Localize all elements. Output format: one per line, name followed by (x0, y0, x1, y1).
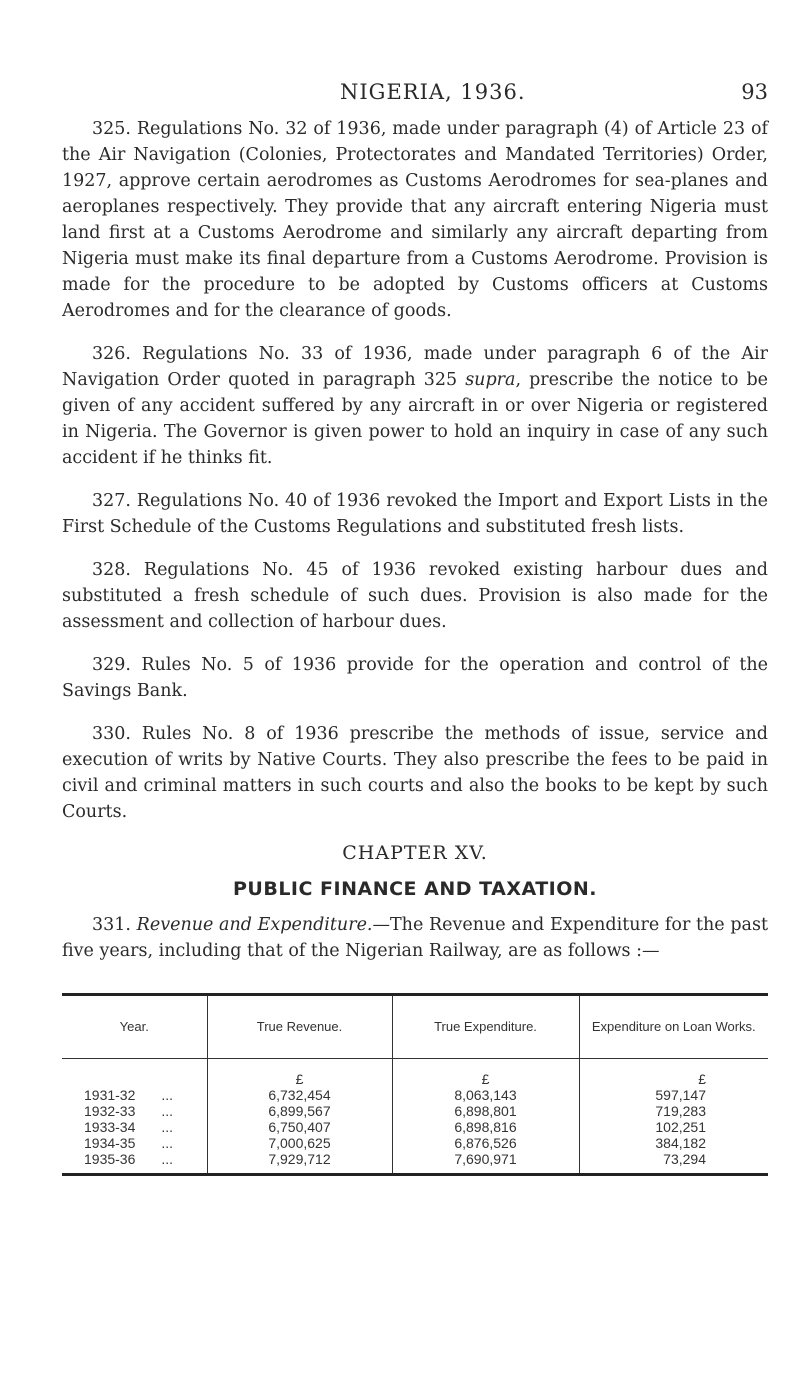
revenue-cell: 6,899,567 (207, 1103, 392, 1119)
paragraph-328: 328. Regulations No. 45 of 1936 revoked existing harbour dues and substituted a fresh schedule of such dues. Provision is also made for the assessment and collection of harbour dues. (62, 560, 768, 632)
page-body (62, 116, 768, 981)
table-row (62, 1103, 768, 1119)
table-row (62, 1151, 768, 1175)
revenue-expenditure-table (62, 993, 768, 1176)
loan-works-cell: 719,283 (579, 1103, 768, 1119)
section-title: PUBLIC FINANCE AND TAXATION. (232, 878, 598, 900)
unit-symbol: £ (392, 1059, 579, 1088)
header-true-expenditure: True Expenditure. (392, 995, 579, 1059)
year-cell: 1934-35 ... (84, 1135, 174, 1151)
expenditure-cell: 8,063,143 (392, 1087, 579, 1103)
paragraph-331 (62, 912, 768, 964)
unit-symbol: £ (207, 1059, 392, 1088)
expenditure-cell: 6,876,526 (392, 1135, 579, 1151)
paragraph-330: 330. Rules No. 8 of 1936 prescribe the methods of issue, service and execution of writs by Native Courts. They also prescribe the fees to be paid in civil and criminal matters in such courts and also the books to be kept by such Courts. (62, 724, 768, 822)
header-loan-works: Expenditure on Loan Works. (579, 995, 768, 1059)
running-head: NIGERIA, 1936. (340, 80, 526, 104)
page-number: 93 (741, 80, 768, 104)
expenditure-cell: 6,898,816 (392, 1119, 579, 1135)
revenue-cell: 6,732,454 (207, 1087, 392, 1103)
unit-row (62, 1059, 768, 1088)
page-header (62, 80, 768, 110)
header-true-revenue: True Revenue. (207, 995, 392, 1059)
paragraph-325: 325. Regulations No. 32 of 1936, made under paragraph (4) of Article 23 of the Air Navigation (Colonies, Protectorates and Mandated Territories) Order, 1927, approve certain aerodromes as Customs Aerodromes for sea-planes and aeroplanes respectively. They provide that any aircraft entering Nigeria must land first at a Customs Aerodrome and similarly any aircraft departing from Nigeria must make its final departure from a Customs Aerodrome. Provision is made for the procedure to be adopted by Customs officers at Customs Aerodromes and for the clearance of goods. (62, 119, 768, 321)
year-cell: 1935-36 ... (84, 1151, 174, 1167)
paragraph-331-number: 331. (92, 915, 131, 935)
loan-works-cell: 597,147 (579, 1087, 768, 1103)
year-cell: 1932-33 ... (84, 1103, 174, 1119)
table-row (62, 1087, 768, 1103)
paragraph-331-text: —The Revenue and Expenditure for the past five years, including that of the Nigerian Railway, are as follows :— (62, 915, 768, 961)
year-cell: 1931-32 ... (84, 1087, 174, 1103)
paragraph-331-heading: Revenue and Expenditure. (136, 915, 373, 935)
paragraph-327: 327. Regulations No. 40 of 1936 revoked the Import and Export Lists in the First Schedule of the Customs Regulations and substituted fresh lists. (62, 491, 768, 537)
loan-works-cell: 102,251 (579, 1119, 768, 1135)
table-header-row (62, 995, 768, 1059)
loan-works-cell: 384,182 (579, 1135, 768, 1151)
paragraph-329: 329. Rules No. 5 of 1936 provide for the operation and control of the Savings Bank. (62, 655, 768, 701)
loan-works-cell: 73,294 (579, 1151, 768, 1175)
table-row (62, 1135, 768, 1151)
revenue-cell: 6,750,407 (207, 1119, 392, 1135)
unit-symbol: £ (579, 1059, 768, 1088)
paragraph-326: 326. Regulations No. 33 of 1936, made under paragraph 6 of the Air Navigation Order quoted in paragraph 325 supra, prescribe the notice to be given of any accident suffered by any aircraft in or over Nigeria or registered in Nigeria. The Governor is given power to hold an inquiry in case of any such accident if he thinks fit. (62, 344, 769, 468)
expenditure-cell: 6,898,801 (392, 1103, 579, 1119)
revenue-cell: 7,000,625 (207, 1135, 392, 1151)
header-year: Year. (62, 995, 207, 1059)
table-row (62, 1119, 768, 1135)
chapter-title: CHAPTER XV. (342, 842, 488, 864)
expenditure-cell: 7,690,971 (392, 1151, 579, 1175)
year-cell: 1933-34 ... (84, 1119, 174, 1135)
revenue-cell: 7,929,712 (207, 1151, 392, 1175)
